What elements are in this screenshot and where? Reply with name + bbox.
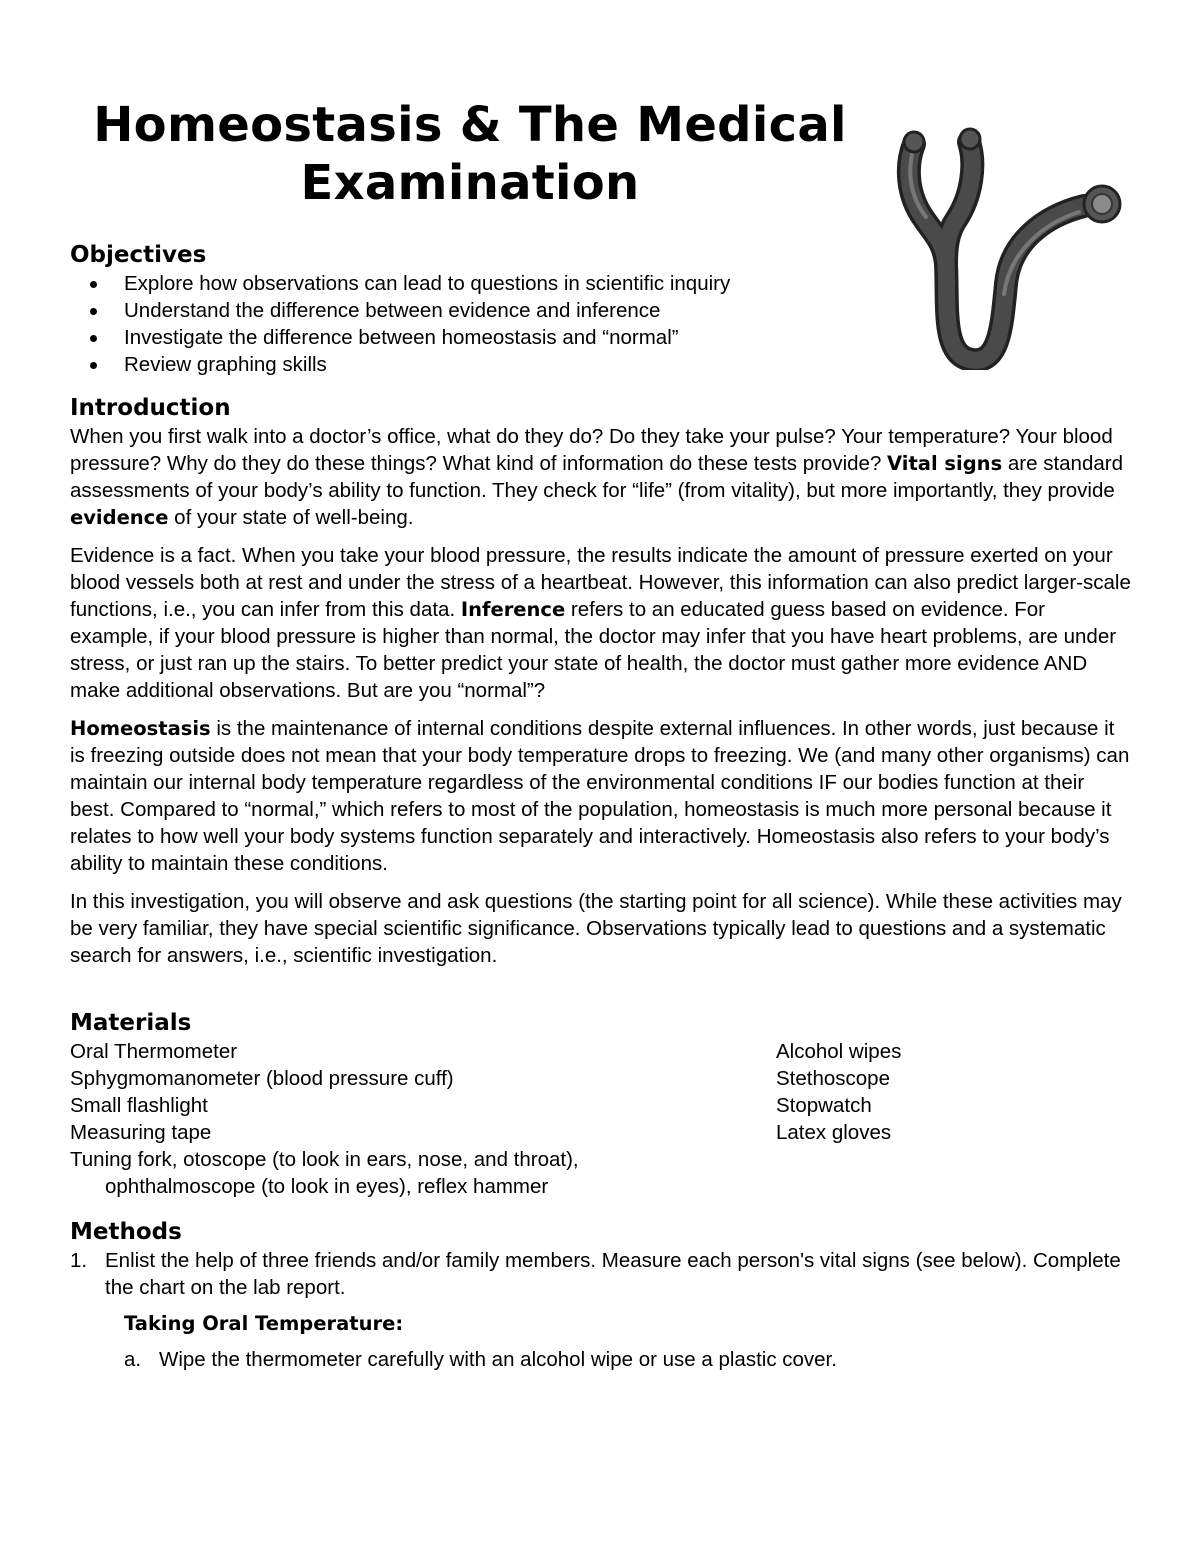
material-item: Sphygmomanometer (blood pressure cuff) [70, 1067, 454, 1090]
term-vital-signs: Vital signs [887, 452, 1003, 475]
objectives-heading: Objectives [70, 242, 207, 268]
title-line-1: Homeostasis & The Medical [93, 97, 847, 153]
method-substep-a [70, 1346, 1132, 1373]
material-item: Alcohol wipes [776, 1040, 902, 1063]
material-item: Stethoscope [776, 1067, 890, 1090]
material-item-continued: ophthalmoscope (to look in eyes), reflex hammer [105, 1175, 549, 1198]
materials-left-column [70, 1038, 776, 1200]
objective-item: Investigate the difference between homeostasis and “normal” [70, 324, 1132, 351]
title-line-2: Examination [300, 155, 640, 211]
intro-paragraph-4: In this investigation, you will observe and ask questions (the starting point for all science). While these activities may be very familiar, they have special scientific significance. Observations typically lead to questions and a systematic search for answers, i.e., scientific investigation. [70, 890, 1122, 967]
intro-paragraph-1 [70, 423, 1132, 531]
substep-text: Wipe the thermometer carefully with an alcohol wipe or use a plastic cover. [159, 1348, 837, 1371]
intro-p1-text: are standard assessments of your body’s ability to function. They check for “life” (from vitality), but more importantly, they provide [70, 452, 1123, 502]
intro-p1-text: When you first walk into a doctor’s office, what do they do? Do they take your pulse? Your temperature? Your blood pressure? Why do they do these things? What kind of information do these tests provide? [70, 425, 1113, 475]
materials-right-column [776, 1038, 901, 1200]
intro-paragraph-2 [70, 542, 1132, 704]
objective-item: Review graphing skills [70, 351, 1132, 378]
intro-paragraph-3 [70, 715, 1132, 877]
material-item: Measuring tape [70, 1121, 212, 1144]
document-body [70, 240, 1132, 1373]
method-step-1 [70, 1247, 1132, 1301]
methods-heading: Methods [70, 1219, 182, 1245]
term-inference: Inference [460, 598, 566, 621]
step-number: 1. [70, 1249, 88, 1272]
material-item: Oral Thermometer [70, 1040, 238, 1063]
material-item: Stopwatch [776, 1094, 872, 1117]
intro-p3-text: is the maintenance of internal conditions despite external influences. In other words, just because it is freezing outside does not mean that your body temperature drops to freezing. We (and many other organisms) can maintain our internal body temperature regardless of the environmental conditions IF our bodies function at their best. Compared to “normal,” which refers to most of the population, homeostasis is much more personal because it relates to how well your body systems function separately and interactively. Homeostasis also refers to your body’s ability to maintain these conditions. [70, 717, 1130, 875]
oral-temperature-heading: Taking Oral Temperature: [124, 1312, 404, 1335]
step-text: Enlist the help of three friends and/or family members. Measure each person's vital signs (see below). Complete the chart on the lab report. [105, 1249, 1121, 1299]
introduction-heading: Introduction [70, 395, 231, 421]
term-evidence: evidence [70, 506, 169, 529]
intro-p2-text: refers to an educated guess based on evidence. For example, if your blood pressure is higher than normal, the doctor may infer that you have heart problems, are under stress, or just ran up the stairs. To better predict your state of health, the doctor must gather more evidence AND make additional observations. But are you “normal”? [70, 598, 1117, 702]
page-title [70, 96, 870, 212]
term-homeostasis: Homeostasis [70, 717, 211, 740]
objective-item: Explore how observations can lead to questions in scientific inquiry [70, 270, 1132, 297]
substep-letter: a. [124, 1348, 142, 1371]
materials-heading: Materials [70, 1010, 192, 1036]
material-item: Latex gloves [776, 1121, 892, 1144]
objective-item: Understand the difference between evidence and inference [70, 297, 1132, 324]
intro-p1-text: of your state of well-being. [168, 506, 414, 529]
materials-list [70, 1038, 1132, 1200]
material-item: Tuning fork, otoscope (to look in ears, nose, and throat), [70, 1148, 579, 1171]
intro-p2-text: Evidence is a fact. When you take your blood pressure, the results indicate the amount of pressure exerted on your blood vessels both at rest and under the stress of a heartbeat. However, this information can also predict larger-scale functions, i.e., you can infer from this data. [70, 544, 1131, 621]
objectives-list [70, 270, 1132, 378]
material-item: Small flashlight [70, 1094, 208, 1117]
